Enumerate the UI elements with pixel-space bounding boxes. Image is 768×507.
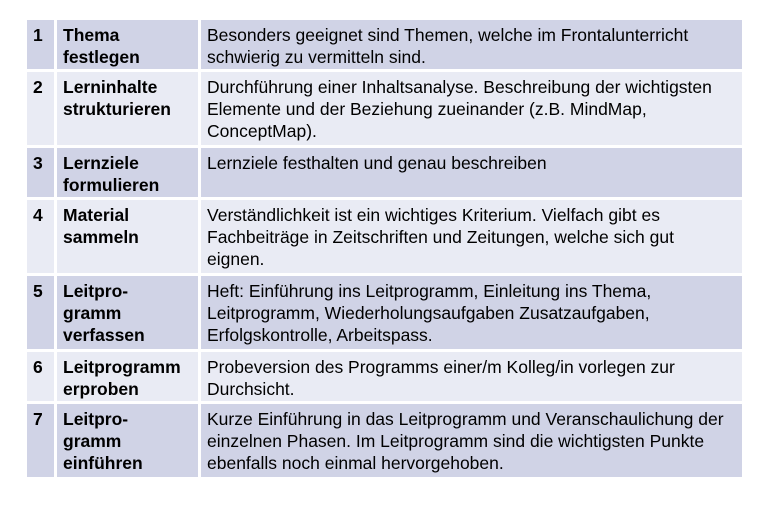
step-description: Lernziele festhalten und genau beschreiben bbox=[201, 148, 742, 197]
step-description: Durchführung einer Inhaltsanalyse. Beschreibung der wichtigsten Elemente und der Beziehung zueinander (z.B. MindMap, ConceptMap). bbox=[201, 72, 742, 145]
table-row bbox=[27, 20, 742, 69]
step-description: Kurze Einführung in das Leitprogramm und Veranschaulichung der einzelnen Phasen. Im Leitprogramm sind die wichtigsten Punkte ebenfalls noch einmal hervorgehoben. bbox=[201, 404, 742, 477]
step-description: Heft: Einführung ins Leitprogramm, Einleitung ins Thema, Leitprogramm, Wiederholungsaufgaben Zusatzaufgaben, Erfolgskontrolle, Arbeitspass. bbox=[201, 276, 742, 349]
step-number: 7 bbox=[27, 404, 54, 477]
step-number: 4 bbox=[27, 200, 54, 273]
step-number: 6 bbox=[27, 352, 54, 401]
step-title: Leitpro- gramm verfassen bbox=[57, 276, 198, 349]
step-title: Lernziele formulieren bbox=[57, 148, 198, 197]
table-row bbox=[27, 148, 742, 197]
table-row bbox=[27, 404, 742, 477]
step-number: 5 bbox=[27, 276, 54, 349]
step-description: Besonders geeignet sind Themen, welche im Frontalunterricht schwierig zu vermitteln sind. bbox=[201, 20, 742, 69]
step-number: 1 bbox=[27, 20, 54, 69]
table-row bbox=[27, 72, 742, 145]
table-row bbox=[27, 200, 742, 273]
step-title: Lerninhalte strukturieren bbox=[57, 72, 198, 145]
step-title: Leitprogramm erproben bbox=[57, 352, 198, 401]
step-title: Thema festlegen bbox=[57, 20, 198, 69]
steps-table bbox=[27, 20, 742, 480]
step-description: Verständlichkeit ist ein wichtiges Kriterium. Vielfach gibt es Fachbeiträge in Zeitschriften und Zeitungen, welche sich gut eignen. bbox=[201, 200, 742, 273]
table-row bbox=[27, 276, 742, 349]
table-row bbox=[27, 352, 742, 401]
step-title: Leitpro- gramm einführen bbox=[57, 404, 198, 477]
step-number: 2 bbox=[27, 72, 54, 145]
step-title: Material sammeln bbox=[57, 200, 198, 273]
step-number: 3 bbox=[27, 148, 54, 197]
step-description: Probeversion des Programms einer/m Kolleg/in vorlegen zur Durchsicht. bbox=[201, 352, 742, 401]
